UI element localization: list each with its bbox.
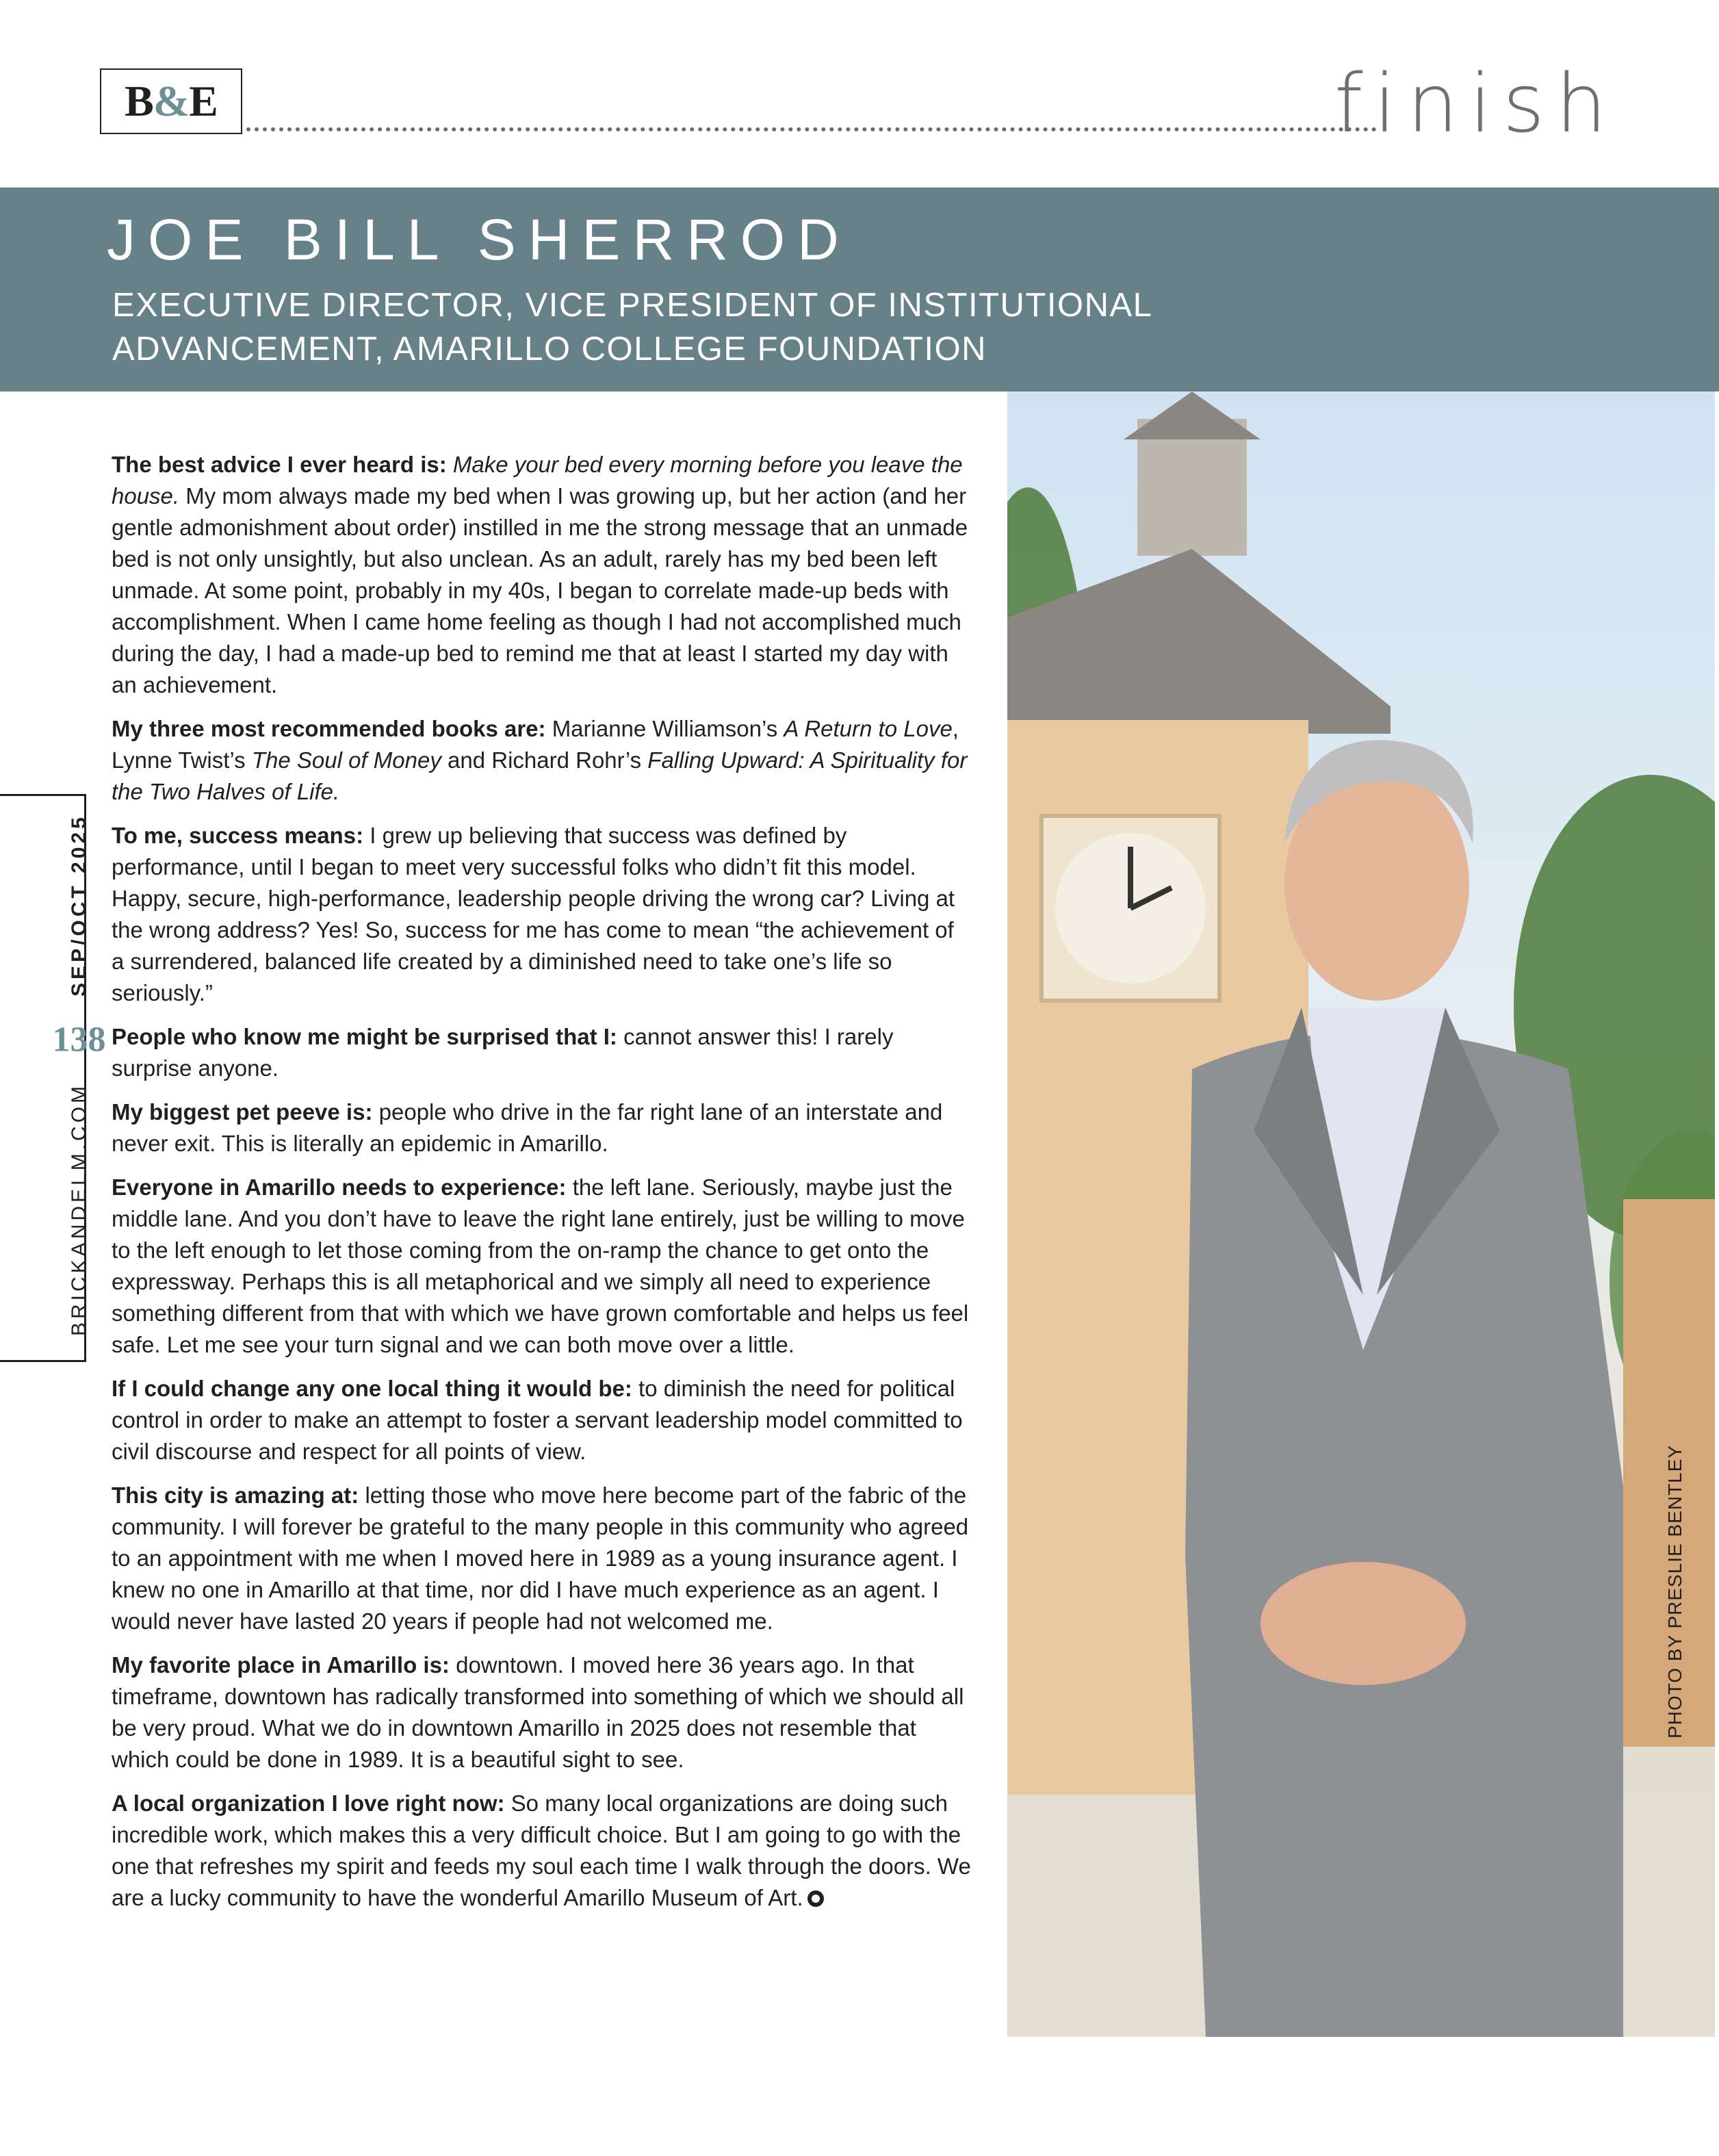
qa-question: This city is amazing at: <box>112 1483 359 1508</box>
qa-question: My three most recommended books are: <box>112 716 546 741</box>
qa-answer: and Richard Rohr’s <box>448 747 642 773</box>
qa-answer: I grew up believing that success was defined by performance, until I began to meet very successful folks who didn’t fit this model. Happy, secure, high-performance, leadership people driving the wrong car? Living at the wrong address? Yes! So, success for me has come to mean “the achievement of a surrendered, balanced life created by a diminished need to take one’s life so seriously.” <box>112 823 955 1005</box>
qa-answer: letting those who move here become part of the fabric of the community. I will forever be grateful to the many people in this community who agreed to an appointment with me when I moved here in 1989 as a young insurance agent. I knew no one in Amarillo at that time, nor did I have much experience as an agent. I would never have lasted 20 years if people had not welcomed me. <box>112 1483 969 1634</box>
qa-answer: , Lynne Twist’s <box>112 716 959 773</box>
qa-question: My biggest pet peeve is: <box>112 1099 373 1125</box>
qa-answer: downtown. I moved here 36 years ago. In that timeframe, downtown has radically transformed into something of which we should all be very proud. What we do in downtown Amarillo in 2025 does not resemble that which could be done in 1989. It is a beautiful sight to see. <box>112 1652 964 1772</box>
side-tab-text <box>52 814 106 1336</box>
qa-answer: people who drive in the far right lane of an interstate and never exit. This is literally an epidemic in Amarillo. <box>112 1099 943 1156</box>
qa-item-best-advice <box>112 449 971 701</box>
qa-answer: cannot answer this! I rarely surprise anyone. <box>112 1024 894 1081</box>
end-mark-icon <box>807 1890 824 1907</box>
qa-item-organization <box>112 1788 971 1914</box>
tower-cupola-roof <box>1124 392 1261 439</box>
qa-item-city-amazing <box>112 1480 971 1637</box>
qa-answer: the left lane. Seriously, maybe just the middle lane. And you don’t have to leave the right lane entirely, just be willing to move to the left enough to let those coming from the on-ramp the chance to get onto the expressway. Perhaps this is all metaphorical and we simply all need to experience something different from that with which we have grown comfortable and helps us feel safe. Let me see your turn signal and we can both move over a little. <box>112 1175 969 1357</box>
role-line-1: EXECUTIVE DIRECTOR, VICE PRESIDENT OF INSTITUTIONAL <box>112 287 1153 324</box>
qa-column <box>112 449 971 1926</box>
person-name: JOE BILL SHERROD <box>107 207 851 272</box>
issue-date: SEP/OCT 2025 <box>67 814 90 997</box>
site-url: BRICKANDELM.COM <box>67 1082 90 1336</box>
qa-answer: My mom always made my bed when I was growing up, but her action (and her gentle admonishment about order) instilled in me the strong message that an unmade bed is not only unsightly, but also unclean. As an adult, rarely has my bed been left unmade. At some point, probably in my 40s, I began to correlate made-up beds with accomplishment. When I came home feeling as though I had not accomplished much during the day, I had a made-up bed to remind me that at least I started my day with an achievement. <box>112 483 968 697</box>
qa-item-pet-peeve <box>112 1096 971 1159</box>
book-title: Falling Upward: A Spirituality for the Two Halves of Life. <box>112 747 968 804</box>
qa-item-success <box>112 820 971 1009</box>
book-title: A Return to Love <box>784 716 953 741</box>
qa-answer-italic: Make your bed every morning before you leave the house. <box>112 452 963 509</box>
logo-text: B&E <box>125 77 218 125</box>
book-title: The Soul of Money <box>251 747 441 773</box>
person-hands <box>1261 1562 1466 1685</box>
qa-question: My favorite place in Amarillo is: <box>112 1652 450 1678</box>
qa-answer: to diminish the need for political control in order to make an attempt to foster a servant leadership model committed to civil discourse and respect for all points of view. <box>112 1376 963 1464</box>
person-role <box>112 283 1276 371</box>
brand-logo <box>100 68 242 134</box>
qa-question: To me, success means: <box>112 823 364 848</box>
photo-credit: PHOTO BY PRESLIE BENTLEY <box>1664 1444 1685 1738</box>
portrait-photo <box>1007 392 1715 2037</box>
qa-item-favorite-place <box>112 1650 971 1775</box>
page-number: 138 <box>52 1020 106 1060</box>
qa-question: People who know me might be surprised that I: <box>112 1024 617 1049</box>
qa-answer: So many local organizations are doing such incredible work, which makes this a very difficult choice. But I am going to go with the one that refreshes my spirit and feeds my soul each time I walk through the doors. We are a lucky community to have the wonderful Amarillo Museum of Art. <box>112 1791 971 1910</box>
qa-item-experience <box>112 1172 971 1361</box>
qa-question: Everyone in Amarillo needs to experience: <box>112 1175 567 1200</box>
role-line-2: ADVANCEMENT, AMARILLO COLLEGE FOUNDATION <box>112 331 987 368</box>
title-band <box>0 188 1719 392</box>
qa-question: A local organization I love right now: <box>112 1791 505 1816</box>
qa-question: If I could change any one local thing it would be: <box>112 1376 632 1401</box>
qa-item-change <box>112 1373 971 1467</box>
qa-answer: Marianne Williamson’s <box>552 716 778 741</box>
section-title: finish <box>1334 56 1618 151</box>
qa-question: The best advice I ever heard is: <box>112 452 447 477</box>
qa-item-books <box>112 713 971 808</box>
portrait-illustration <box>1007 392 1715 2037</box>
qa-item-surprised <box>112 1021 971 1084</box>
header-dotted-rule <box>246 127 1377 131</box>
